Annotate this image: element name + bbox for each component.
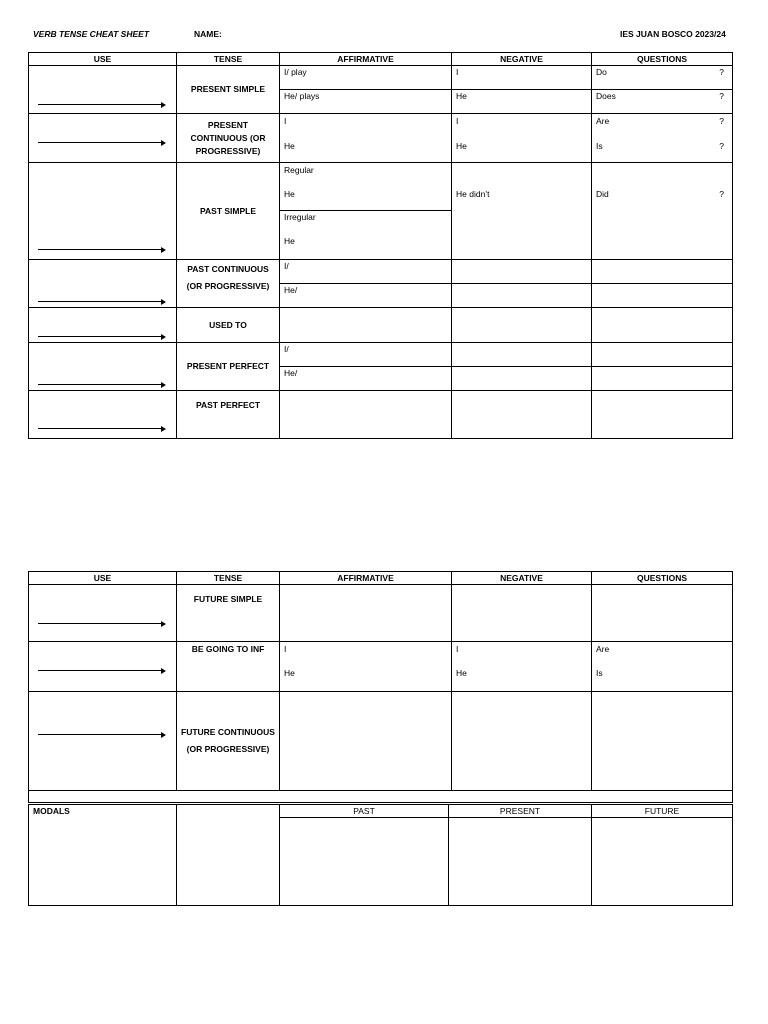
col-tense: TENSE — [177, 572, 280, 585]
modals-table — [28, 804, 733, 906]
aff-line: He — [284, 141, 295, 151]
aff-cell[interactable]: I/ — [280, 343, 452, 367]
aff-line: I — [284, 116, 287, 126]
timeline-arrow — [38, 249, 162, 250]
tense-past-perfect: PAST PERFECT — [177, 391, 280, 439]
aff-cell[interactable] — [280, 391, 452, 439]
q-cell[interactable] — [592, 343, 733, 367]
neg-cell[interactable] — [452, 284, 592, 308]
use-cell[interactable] — [29, 114, 177, 163]
col-questions: QUESTIONS — [592, 572, 733, 585]
neg-cell[interactable] — [452, 692, 592, 791]
aff-cell[interactable] — [280, 114, 452, 163]
tense-line: FUTURE CONTINUOUS — [181, 727, 275, 737]
aff-cell[interactable]: I/ play — [280, 66, 452, 90]
divider — [280, 210, 451, 211]
q-cell[interactable] — [592, 90, 733, 114]
use-cell[interactable] — [29, 163, 177, 260]
q-mark: ? — [719, 141, 724, 151]
tense-future-simple: FUTURE SIMPLE — [177, 585, 280, 642]
timeline-arrow — [38, 428, 162, 429]
q-word: Are — [596, 644, 610, 654]
q-word: Do — [596, 67, 607, 77]
q-mark: ? — [719, 91, 724, 101]
timeline-arrow — [38, 336, 162, 337]
q-cell[interactable] — [592, 114, 733, 163]
col-use: USE — [29, 572, 177, 585]
timeline-arrow — [38, 623, 162, 624]
q-cell[interactable] — [592, 642, 733, 692]
aff-cell[interactable] — [280, 308, 452, 343]
spacer-row — [29, 791, 733, 803]
aff-line: Regular — [284, 165, 314, 175]
tense-past-simple: PAST SIMPLE — [177, 163, 280, 260]
use-cell[interactable] — [29, 260, 177, 308]
neg-cell[interactable] — [452, 260, 592, 284]
neg-line: He didn’t — [456, 189, 490, 199]
col-negative: NEGATIVE — [452, 53, 592, 66]
neg-cell[interactable] — [452, 114, 592, 163]
col-affirmative: AFFIRMATIVE — [280, 53, 452, 66]
q-cell[interactable] — [592, 692, 733, 791]
tense-past-continuous — [177, 260, 280, 308]
use-cell[interactable] — [29, 66, 177, 114]
tense-used-to: USED TO — [177, 308, 280, 343]
modal-past-cell[interactable] — [280, 818, 449, 906]
aff-cell[interactable]: He/ — [280, 284, 452, 308]
q-cell[interactable] — [592, 260, 733, 284]
q-cell[interactable] — [592, 585, 733, 642]
neg-cell[interactable]: He — [452, 90, 592, 114]
use-cell[interactable] — [29, 642, 177, 692]
timeline-arrow — [38, 142, 162, 143]
neg-cell[interactable] — [452, 343, 592, 367]
name-label: NAME: — [194, 29, 222, 39]
aff-line: He — [284, 668, 295, 678]
aff-line: I — [284, 644, 287, 654]
timeline-arrow — [38, 670, 162, 671]
neg-cell[interactable] — [452, 308, 592, 343]
q-mark: ? — [719, 189, 724, 199]
q-word: Does — [596, 91, 616, 101]
aff-cell[interactable]: I/ — [280, 260, 452, 284]
q-word: Is — [596, 141, 603, 151]
col-use: USE — [29, 53, 177, 66]
aff-cell[interactable]: He/ — [280, 367, 452, 391]
tense-line: (OR PROGRESSIVE) — [186, 744, 270, 754]
timeline-arrow — [38, 734, 162, 735]
neg-line: He — [456, 141, 467, 151]
neg-cell[interactable] — [452, 367, 592, 391]
tense-present-perfect: PRESENT PERFECT — [177, 343, 280, 391]
timeline-arrow — [38, 384, 162, 385]
q-cell[interactable] — [592, 391, 733, 439]
use-cell[interactable] — [29, 343, 177, 391]
q-word: Did — [596, 189, 609, 199]
verb-table-2 — [28, 571, 733, 803]
tense-present-simple: PRESENT SIMPLE — [177, 66, 280, 114]
aff-cell[interactable]: He/ plays — [280, 90, 452, 114]
modals-label: MODALS — [29, 805, 177, 906]
col-past: PAST — [280, 805, 449, 818]
modal-future-cell[interactable] — [592, 818, 733, 906]
col-tense: TENSE — [177, 53, 280, 66]
tense-future-continuous — [177, 692, 280, 791]
neg-cell[interactable] — [452, 391, 592, 439]
neg-line: I — [456, 116, 459, 126]
verb-table-1 — [28, 52, 733, 439]
aff-line: He — [284, 189, 295, 199]
q-cell[interactable] — [592, 66, 733, 90]
use-cell[interactable] — [29, 585, 177, 642]
q-word: Are — [596, 116, 610, 126]
use-cell[interactable] — [29, 308, 177, 343]
neg-cell[interactable] — [452, 642, 592, 692]
use-cell[interactable] — [29, 692, 177, 791]
neg-line: I — [456, 644, 459, 654]
tense-line: (OR PROGRESSIVE) — [186, 281, 270, 291]
aff-line: Irregular — [284, 212, 316, 222]
timeline-arrow — [38, 301, 162, 302]
neg-cell[interactable]: I — [452, 66, 592, 90]
school-label: IES JUAN BOSCO 2023/24 — [620, 29, 726, 39]
aff-cell[interactable] — [280, 642, 452, 692]
sheet-title: VERB TENSE CHEAT SHEET — [33, 29, 150, 39]
aff-cell[interactable] — [280, 585, 452, 642]
aff-cell[interactable] — [280, 692, 452, 791]
tense-present-continuous: PRESENT CONTINUOUS (OR PROGRESSIVE) — [177, 114, 280, 163]
neg-line: He — [456, 668, 467, 678]
col-negative: NEGATIVE — [452, 572, 592, 585]
q-mark: ? — [719, 116, 724, 126]
col-future: FUTURE — [592, 805, 733, 818]
q-mark: ? — [719, 67, 724, 77]
modals-blank[interactable] — [177, 805, 280, 906]
q-word: Is — [596, 668, 603, 678]
col-present: PRESENT — [449, 805, 592, 818]
timeline-arrow — [38, 104, 162, 105]
aff-line: He — [284, 236, 295, 246]
q-cell[interactable] — [592, 284, 733, 308]
neg-cell[interactable] — [452, 163, 592, 260]
tense-be-going-to: BE GOING TO INF — [177, 642, 280, 692]
neg-cell[interactable] — [452, 585, 592, 642]
use-cell[interactable] — [29, 391, 177, 439]
modal-present-cell[interactable] — [449, 818, 592, 906]
col-affirmative: AFFIRMATIVE — [280, 572, 452, 585]
aff-cell[interactable] — [280, 163, 452, 260]
col-questions: QUESTIONS — [592, 53, 733, 66]
tense-line: PAST CONTINUOUS — [187, 264, 269, 274]
q-cell[interactable] — [592, 308, 733, 343]
q-cell[interactable] — [592, 367, 733, 391]
q-cell[interactable] — [592, 163, 733, 260]
